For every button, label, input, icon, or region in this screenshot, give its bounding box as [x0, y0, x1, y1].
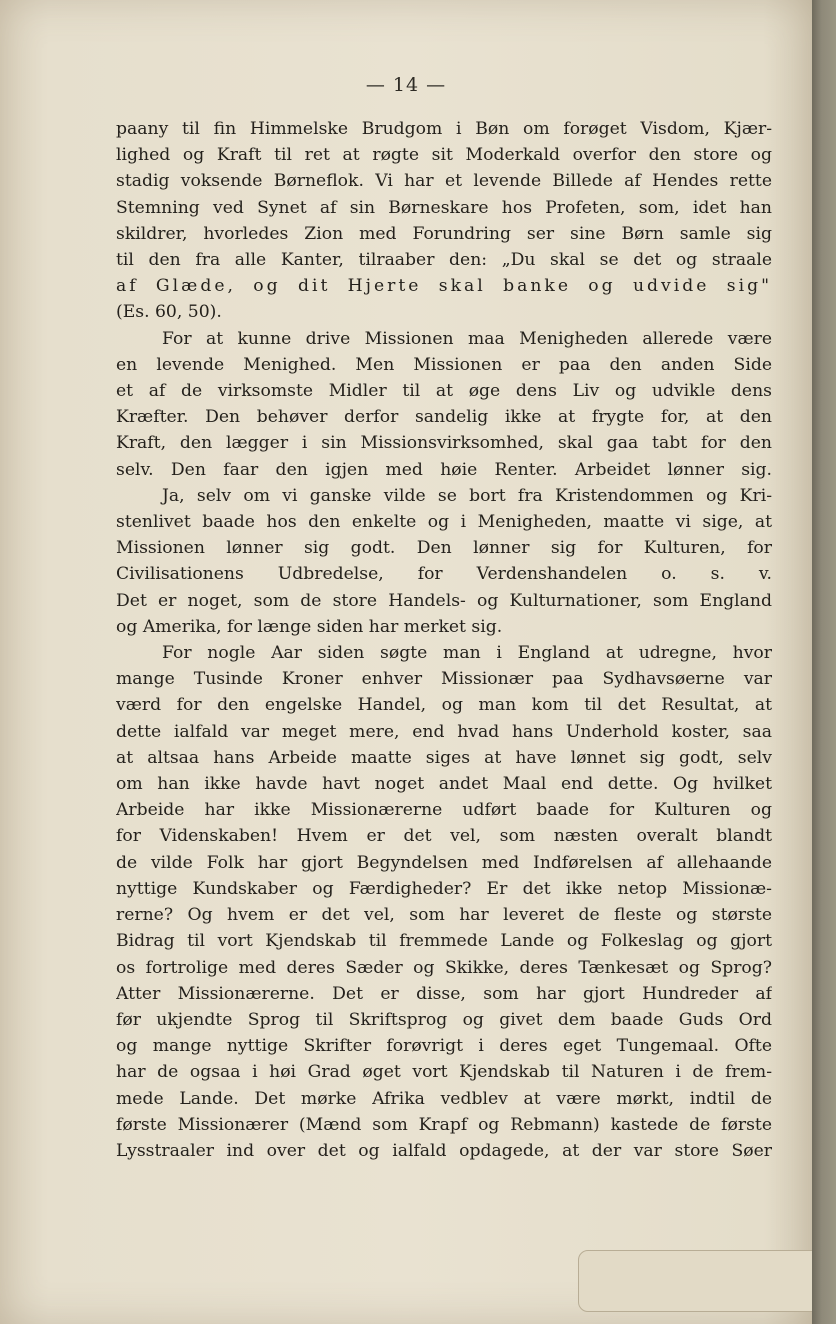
text-line: dette ialfald var meget mere, end hvad hans Underhold koster, saa [116, 721, 772, 742]
text-line: Det er noget, som de store Handels- og Kulturnationer, som England [116, 590, 772, 611]
text-line: en levende Menighed. Men Missionen er paa den anden Side [116, 354, 772, 375]
text-line: til den fra alle Kanter, tilraaber den: „Du skal se det og straale [116, 250, 772, 271]
text-line: Arbeide har ikke Missionærerne udført baade for Kulturen og [116, 800, 772, 821]
text-line: Stemning ved Synet af sin Børneskare hos Profeten, som, idet han [116, 197, 772, 218]
text-line: Missionen lønner sig godt. Den lønner sig for Kulturen, for [116, 538, 772, 559]
text-line: stadig voksende Børneflok. Vi har et levende Billede af Hendes rette [116, 171, 772, 192]
text-line: lighed og Kraft til ret at røgte sit Moderkald overfor den store og [116, 145, 772, 166]
text-line: For at kunne drive Missionen maa Menigheden allerede være [162, 328, 772, 349]
text-line: (Es. 60, 50). [116, 302, 222, 323]
text-line: for Videnskaben! Hvem er det vel, som næsten overalt blandt [116, 826, 772, 847]
page-number: — 14 — [365, 74, 447, 96]
text-line: Atter Missionærerne. Det er disse, som har gjort Hundreder af [116, 983, 772, 1004]
text-line: værd for den engelske Handel, og man kom til det Resultat, at [116, 695, 772, 716]
text-line: selv. Den faar den igjen med høie Renter. Arbeidet lønner sig. [116, 459, 772, 480]
text-line: og mange nyttige Skrifter forøvrigt i deres eget Tungemaal. Ofte [116, 1036, 772, 1057]
text-line: rerne? Og hvem er det vel, som har leveret de fleste og største [116, 905, 772, 926]
text-line: Bidrag til vort Kjendskab til fremmede Lande og Folkeslag og gjort [116, 931, 772, 952]
text-line: Lysstraaler ind over det og ialfald opdagede, at der var store Søer [116, 1140, 772, 1161]
text-line: et af de virksomste Midler til at øge dens Liv og udvikle dens [116, 381, 772, 402]
text-line: de vilde Folk har gjort Begyndelsen med Indførelsen af allehaande [116, 852, 772, 873]
text-line: mede Lande. Det mørke Afrika vedblev at være mørkt, indtil de [116, 1088, 772, 1109]
text-line: Ja, selv om vi ganske vilde se bort fra Kristendommen og Kri- [162, 485, 772, 506]
text-line: og Amerika, for længe siden har merket sig. [116, 616, 503, 637]
text-line: første Missionærer (Mænd som Krapf og Rebmann) kastede de første [116, 1114, 772, 1135]
text-line: at altsaa hans Arbeide maatte siges at have lønnet sig godt, selv [116, 747, 772, 768]
body-text [116, 116, 772, 1164]
text-line: stenlivet baade hos den enkelte og i Menigheden, maatte vi sige, at [116, 512, 772, 533]
library-label [578, 1250, 820, 1312]
page-edge [812, 0, 836, 1324]
text-line: har de ogsaa i høi Grad øget vort Kjendskab til Naturen i de frem- [116, 1062, 772, 1083]
text-line: nyttige Kundskaber og Færdigheder? Er det ikke netop Missionæ- [116, 878, 772, 899]
text-line: af Glæde, og dit Hjerte skal banke og udvide sig" [116, 276, 772, 297]
text-line: paany til fin Himmelske Brudgom i Bøn om forøget Visdom, Kjær- [116, 119, 772, 139]
text-line: Civilisationens Udbredelse, for Verdenshandelen o. s. v. [116, 564, 772, 585]
text-line: om han ikke havde havt noget andet Maal end dette. Og hvilket [116, 774, 772, 795]
text-line: Kraft, den lægger i sin Missionsvirksomhed, skal gaa tabt for den [116, 433, 772, 454]
text-line: For nogle Aar siden søgte man i England at udregne, hvor [162, 643, 772, 664]
text-line: mange Tusinde Kroner enhver Missionær paa Sydhavsøerne var [116, 669, 772, 690]
text-line: før ukjendte Sprog til Skriftsprog og givet dem baade Guds Ord [116, 1009, 772, 1030]
text-line: os fortrolige med deres Sæder og Skikke, deres Tænkesæt og Sprog? [116, 957, 772, 978]
text-line: Kræfter. Den behøver derfor sandelig ikke at frygte for, at den [116, 407, 772, 428]
text-line: skildrer, hvorledes Zion med Forundring ser sine Børn samle sig [116, 223, 772, 244]
